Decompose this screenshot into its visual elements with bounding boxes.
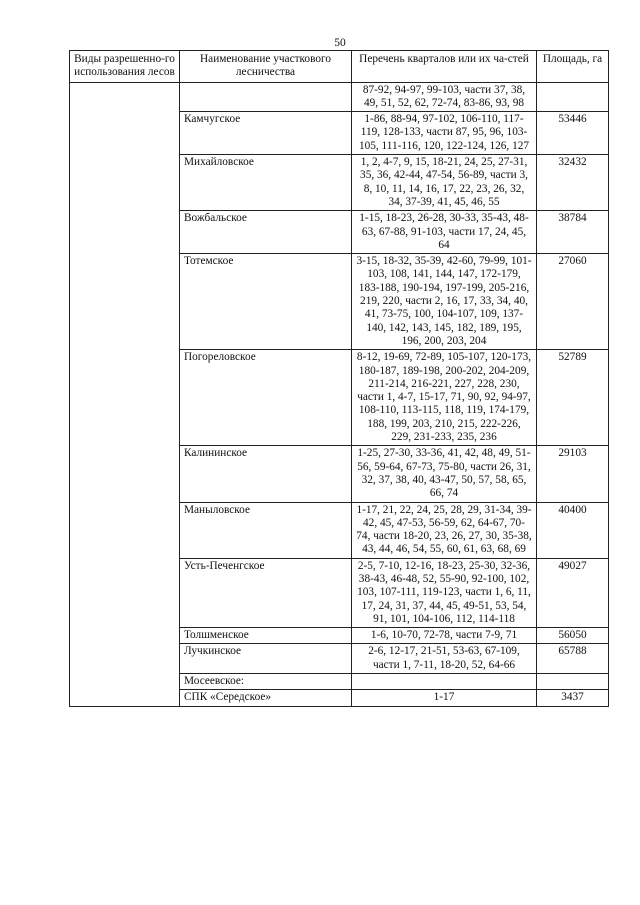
district-cell: Толшменское (180, 628, 352, 644)
district-cell: Калининское (180, 446, 352, 502)
district-cell: Маныловское (180, 502, 352, 558)
quarters-cell: 1-86, 88-94, 97-102, 106-110, 117-119, 128-133, части 87, 95, 96, 103-105, 111-116, 120, 122-124, 126, 127 (352, 112, 537, 155)
district-cell: СПК «Середское» (180, 690, 352, 706)
area-cell: 27060 (537, 254, 609, 350)
district-cell: Тотемское (180, 254, 352, 350)
area-cell: 49027 (537, 558, 609, 627)
quarters-cell: 1-15, 18-23, 26-28, 30-33, 35-43, 48-63, 67-88, 91-103, части 17, 24, 45, 64 (352, 211, 537, 254)
area-cell: 32432 (537, 155, 609, 211)
forest-quarters-table (69, 50, 609, 707)
district-cell (180, 82, 352, 112)
header-quarters: Перечень кварталов или их ча-стей (352, 51, 537, 83)
page-number: 50 (334, 37, 346, 49)
header-area: Площадь, га (537, 51, 609, 83)
district-cell: Лучкинское (180, 644, 352, 674)
quarters-cell: 3-15, 18-32, 35-39, 42-60, 79-99, 101-103, 108, 141, 144, 147, 172-179, 183-188, 190-194, 197-199, 205-216, 219, 220, части 2, 16, 17, 33, 34, 40, 41, 73-75, 100, 104-107, 109, 137-140, 142, 143, 145, 182, 189, 195, 196, 200, 203, 204 (352, 254, 537, 350)
district-cell: Михайловское (180, 155, 352, 211)
table-row-continuation (70, 82, 609, 112)
quarters-cell: 87-92, 94-97, 99-103, части 37, 38, 49, 51, 52, 62, 72-74, 83-86, 93, 98 (352, 82, 537, 112)
quarters-cell: 1-17, 21, 22, 24, 25, 28, 29, 31-34, 39-42, 45, 47-53, 56-59, 62, 64-67, 70-74, части 18-20, 23, 26, 27, 30, 35-38, 43, 44, 46, 54, 55, 60, 61, 63, 68, 69 (352, 502, 537, 558)
area-cell: 38784 (537, 211, 609, 254)
district-cell: Мосеевское: (180, 674, 352, 690)
quarters-cell: 1-6, 10-70, 72-78, части 7-9, 71 (352, 628, 537, 644)
header-district: Наименование участкового лесничества (180, 51, 352, 83)
quarters-cell: 2-6, 12-17, 21-51, 53-63, 67-109, части 1, 7-11, 18-20, 52, 64-66 (352, 644, 537, 674)
district-cell: Камчугское (180, 112, 352, 155)
area-cell: 3437 (537, 690, 609, 706)
area-cell (537, 82, 609, 112)
area-cell: 29103 (537, 446, 609, 502)
quarters-cell: 8-12, 19-69, 72-89, 105-107, 120-173, 180-187, 189-198, 200-202, 204-209, 211-214, 216-221, 227, 228, 230, части 1, 4-7, 15-17, 71, 90, 92, 94-97, 108-110, 113-115, 118, 119, 174-179, 188, 199, 203, 210, 215, 222-226, 229, 231-233, 235, 236 (352, 350, 537, 446)
quarters-cell: 2-5, 7-10, 12-16, 18-23, 25-30, 32-36, 38-43, 46-48, 52, 55-90, 92-100, 102, 103, 107-111, 119-123, части 1, 6, 11, 17, 24, 31, 37, 44, 45, 49-51, 53, 54, 91, 101, 104-106, 112, 114-118 (352, 558, 537, 627)
quarters-cell: 1-17 (352, 690, 537, 706)
area-cell: 53446 (537, 112, 609, 155)
area-cell: 56050 (537, 628, 609, 644)
use-type-cell (70, 82, 180, 706)
area-cell: 40400 (537, 502, 609, 558)
header-use-type: Виды разрешенно-го использования лесов (70, 51, 180, 83)
district-cell: Вожбальское (180, 211, 352, 254)
quarters-cell: 1-25, 27-30, 33-36, 41, 42, 48, 49, 51-56, 59-64, 67-73, 75-80, части 26, 31, 32, 37, 38, 40, 43-47, 50, 57, 58, 65, 66, 74 (352, 446, 537, 502)
quarters-cell: 1, 2, 4-7, 9, 15, 18-21, 24, 25, 27-31, 35, 36, 42-44, 47-54, 56-89, части 3, 8, 10, 11, 14, 16, 17, 22, 23, 26, 32, 34, 37-39, 41, 45, 46, 55 (352, 155, 537, 211)
district-cell: Погореловское (180, 350, 352, 446)
area-cell (537, 674, 609, 690)
quarters-cell (352, 674, 537, 690)
area-cell: 52789 (537, 350, 609, 446)
district-cell: Усть-Печенгское (180, 558, 352, 627)
area-cell: 65788 (537, 644, 609, 674)
table-header-row (70, 51, 609, 83)
